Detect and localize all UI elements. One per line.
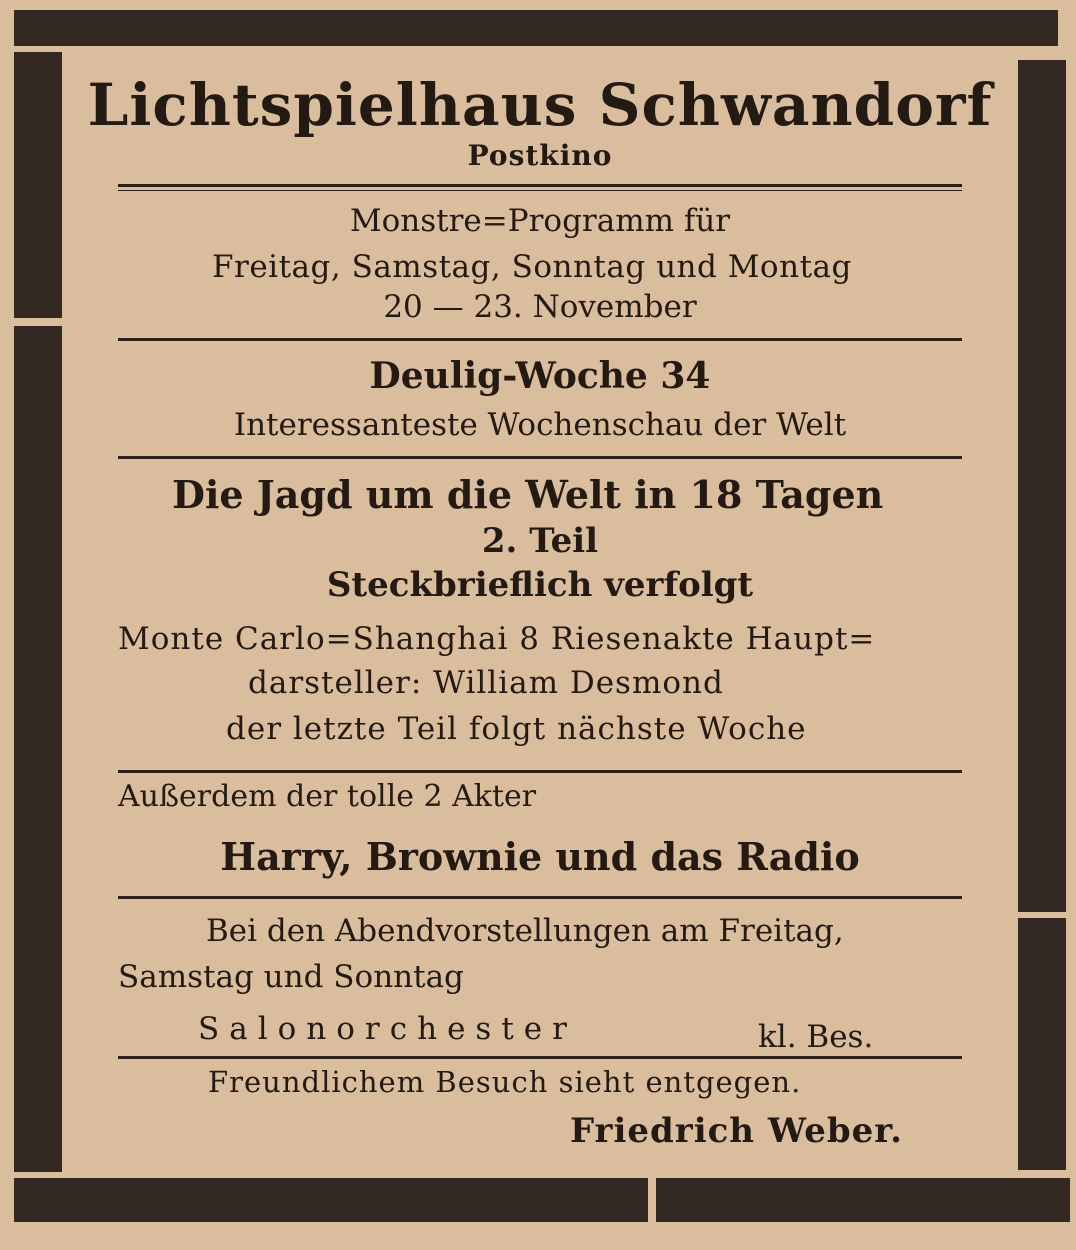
extra-title: Harry, Brownie und das Radio: [220, 834, 860, 879]
program-dates: 20 — 23. November: [383, 289, 697, 325]
cinema-title: Lichtspielhaus Schwandorf: [87, 71, 993, 139]
feature-description-line-2: darsteller: William Desmond: [248, 665, 724, 701]
frame-border-top: [14, 10, 1058, 46]
frame-border-right-upper: [1018, 60, 1066, 912]
orchestra-note: kl. Bes.: [758, 1019, 874, 1055]
feature-subtitle: Steckbrieflich verfolgt: [326, 565, 754, 605]
cinema-subtitle: Postkino: [467, 139, 613, 172]
signature: Friedrich Weber.: [570, 1111, 903, 1151]
frame-border-left-upper: [14, 52, 62, 318]
extra-intro: Außerdem der tolle 2 Akter: [118, 779, 537, 814]
evening-line-2: Samstag und Sonntag: [118, 959, 464, 995]
feature-title: Die Jagd um die Welt in 18 Tagen: [172, 472, 884, 517]
cinema-advertisement: [62, 46, 1018, 1178]
divider-top: [118, 184, 962, 187]
feature-description-line-1: Monte Carlo=Shanghai 8 Riesenakte Haupt=: [118, 621, 876, 657]
program-days: Freitag, Samstag, Sonntag und Montag: [212, 249, 852, 285]
frame-border-bottom-right: [656, 1178, 1070, 1222]
evening-line-1: Bei den Abendvorstellungen am Freitag,: [206, 913, 844, 949]
divider-newsreel: [118, 456, 962, 459]
divider-program: [118, 338, 962, 341]
divider-evening: [118, 1056, 962, 1059]
newsreel-description: Interessanteste Wochenschau der Welt: [233, 407, 847, 443]
closing-thanks: Freundlichem Besuch sieht entgegen.: [208, 1065, 802, 1099]
feature-part: 2. Teil: [481, 521, 599, 561]
newsreel-title: Deulig-Woche 34: [369, 355, 711, 397]
divider-feature: [118, 770, 962, 773]
divider-extra: [118, 896, 962, 899]
orchestra-label: Salonorchester: [198, 1011, 577, 1047]
frame-border-bottom-left: [14, 1178, 648, 1222]
feature-description-line-3: der letzte Teil folgt nächste Woche: [226, 711, 807, 747]
program-heading: Monstre=Programm für: [349, 203, 731, 239]
divider-top-thin: [118, 190, 962, 191]
frame-border-left-lower: [14, 326, 62, 1172]
frame-border-right-lower: [1018, 918, 1066, 1170]
